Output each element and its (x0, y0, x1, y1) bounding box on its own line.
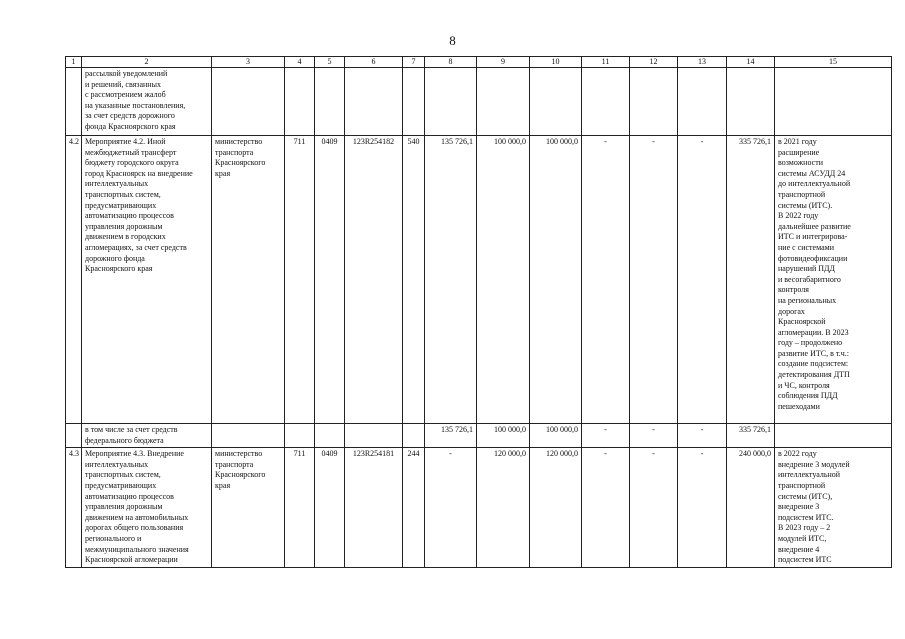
cell-2023: 100 000,0 (530, 424, 582, 448)
cell-executor (212, 424, 285, 448)
cell-11: - (582, 424, 630, 448)
cell-activity-name: Мероприятие 4.3. Внедрение интеллектуальных транспортных систем, предусматривающих автоматизацию процессов управления дорожным движением на автомобильных дорогах общего пользования регионального и межмуниципального значения Красноярской агломерации (82, 448, 212, 568)
cell-result: в 2021 году расширение возможности системы АСУДД 24 до интеллектуальной транспортной системы (ИТС). В 2022 году дальнейшее развитие ИТС и интегрирова- ние с системами фотовидеофиксации нарушений ПДД и весогабаритного контроля на региональных дорогах Красноярской агломерации. В 2023 году – продолжено развитие ИТС, в т.ч.: создание подсистем: детектирования ДТП и ЧС, контроля соблюдения ПДД пешеходами (775, 136, 892, 424)
cell-2021: - (425, 448, 477, 568)
cell-total: 335 726,1 (727, 136, 775, 424)
header-cell-2: 2 (82, 57, 212, 68)
cell-csr (345, 424, 403, 448)
header-cell-4: 4 (285, 57, 315, 68)
header-cell-1: 1 (66, 57, 82, 68)
cell-csr: 123R254181 (345, 448, 403, 568)
cell-13: - (678, 448, 727, 568)
cell-total: 335 726,1 (727, 424, 775, 448)
cell-11: - (582, 448, 630, 568)
cell-grbs: 711 (285, 448, 315, 568)
cell-2022: 100 000,0 (477, 424, 530, 448)
cell-grbs (285, 424, 315, 448)
header-cell-15: 15 (775, 57, 892, 68)
table-row-4-2 (66, 136, 892, 424)
cell-grbs: 711 (285, 136, 315, 424)
cell-num: 4.2 (66, 136, 82, 424)
table-row-4-3 (66, 448, 892, 568)
cell-num (66, 68, 82, 136)
header-cell-12: 12 (630, 57, 678, 68)
page-number: 8 (449, 33, 456, 48)
cell-rzpr: 0409 (315, 136, 345, 424)
cell-num: 4.3 (66, 448, 82, 568)
cell-activity-name: в том числе за счет средств федерального бюджета (82, 424, 212, 448)
cell-executor (212, 68, 285, 136)
cell-2023: 120 000,0 (530, 448, 582, 568)
cell-11 (582, 68, 630, 136)
cell-2021: 135 726,1 (425, 424, 477, 448)
cell-12: - (630, 136, 678, 424)
header-cell-7: 7 (403, 57, 425, 68)
header-cell-10: 10 (530, 57, 582, 68)
header-cell-5: 5 (315, 57, 345, 68)
header-cell-6: 6 (345, 57, 403, 68)
cell-2023: 100 000,0 (530, 136, 582, 424)
cell-executor: министерство транспорта Красноярского края (212, 136, 285, 424)
header-row (66, 57, 892, 68)
cell-total (727, 68, 775, 136)
cell-result (775, 424, 892, 448)
header-cell-9: 9 (477, 57, 530, 68)
cell-13: - (678, 424, 727, 448)
cell-rzpr (315, 68, 345, 136)
cell-2023 (530, 68, 582, 136)
cell-total: 240 000,0 (727, 448, 775, 568)
budget-activities-table (65, 56, 892, 568)
cell-2021 (425, 68, 477, 136)
cell-vr: 540 (403, 136, 425, 424)
cell-grbs (285, 68, 315, 136)
header-cell-13: 13 (678, 57, 727, 68)
header-cell-3: 3 (212, 57, 285, 68)
cell-2022 (477, 68, 530, 136)
cell-num (66, 424, 82, 448)
cell-rzpr (315, 424, 345, 448)
cell-result (775, 68, 892, 136)
header-cell-11: 11 (582, 57, 630, 68)
cell-12: - (630, 424, 678, 448)
cell-13 (678, 68, 727, 136)
header-cell-8: 8 (425, 57, 477, 68)
cell-vr (403, 424, 425, 448)
cell-activity-name: рассылкой уведомлений и решений, связанных с рассмотрением жалоб на указанные постановления, за счет средств дорожного фонда Красноярского края (82, 68, 212, 136)
table-row-federal (66, 424, 892, 448)
table-row-continuation (66, 68, 892, 136)
cell-result: в 2022 году внедрение 3 модулей интеллектуальной транспортной системы (ИТС), внедрение 3 подсистем ИТС. В 2023 году – 2 модулей ИТС, внедрение 4 подсистем ИТС (775, 448, 892, 568)
cell-activity-name: Мероприятие 4.2. Иной межбюджетный трансферт бюджету городского округа город Красноярск на внедрение интеллектуальных транспортных систем, предусматривающих автоматизацию процессов управления дорожным движением в городских агломерациях, за счет средств дорожного фонда Красноярского края (82, 136, 212, 424)
cell-2022: 100 000,0 (477, 136, 530, 424)
cell-2021: 135 726,1 (425, 136, 477, 424)
cell-2022: 120 000,0 (477, 448, 530, 568)
header-cell-14: 14 (727, 57, 775, 68)
cell-csr: 123R254182 (345, 136, 403, 424)
cell-executor: министерство транспорта Красноярского края (212, 448, 285, 568)
cell-12 (630, 68, 678, 136)
cell-vr: 244 (403, 448, 425, 568)
cell-13: - (678, 136, 727, 424)
cell-rzpr: 0409 (315, 448, 345, 568)
cell-csr (345, 68, 403, 136)
cell-vr (403, 68, 425, 136)
cell-12: - (630, 448, 678, 568)
cell-11: - (582, 136, 630, 424)
